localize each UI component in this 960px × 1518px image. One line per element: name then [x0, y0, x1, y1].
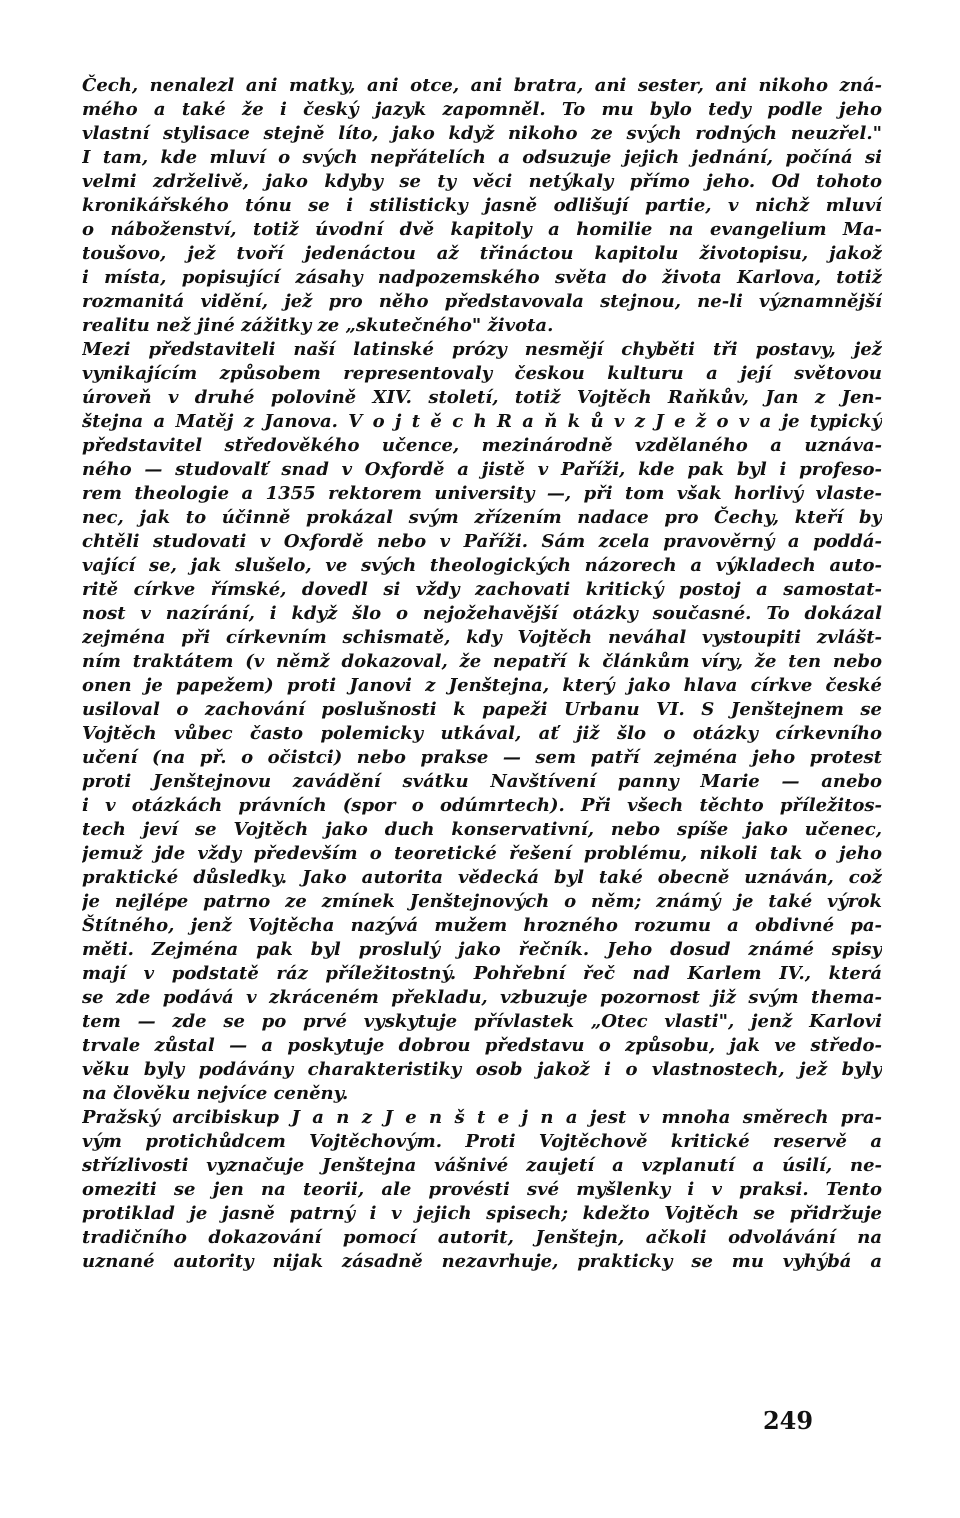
text-line: Vojtěch vůbec často polemicky utkával, ať již šlo o otázky církevního	[82, 723, 882, 744]
text-line: úroveň v druhé polovině XIV. století, totiž Vojtěch Raňkův, Jan z Jen-	[82, 387, 882, 408]
text-line: nec, jak to účinně prokázal svým zřízením nadace pro Čechy, kteří by	[82, 507, 882, 528]
text-line: o náboženství, totiž úvodní dvě kapitoly a homilie na evangelium Ma-	[82, 219, 882, 240]
text-line: se zde podává v zkráceném překladu, vzbuzuje pozornost již svým thema-	[82, 987, 882, 1008]
text-line: tradičního dokazování pomocí autorit, Jenštejn, ačkoli odvolávání na	[82, 1227, 882, 1248]
text-line: protiklad je jasně patrný i v jejich spisech; kdežto Vojtěch se přidržuje	[82, 1203, 882, 1224]
text-line: rozmanitá vidění, jež pro něho představovala stejnou, ne-li významnější	[82, 291, 882, 312]
text-line: rem theologie a 1355 rektorem university —, při tom však horlivý vlaste-	[82, 483, 882, 504]
text-line: štejna a Matěj z Janova. V o j t ě c h R a ň k ů v z J e ž o v a je typický	[82, 411, 882, 432]
text-line: Pražský arcibiskup J a n z J e n š t e j n a jest v mnoha směrech pra-	[82, 1107, 882, 1128]
page-number: 249	[762, 1406, 814, 1435]
text-line: vající se, jak slušelo, ve svých theologických názorech a výkladech auto-	[82, 555, 882, 576]
text-line: ním traktátem (v němž dokazoval, že nepatří k článkům víry, že ten nebo	[82, 651, 882, 672]
text-line: tech jeví se Vojtěch jako duch konservativní, nebo spíše jako učenec,	[82, 819, 882, 840]
text-line: velmi zdrželivě, jako kdyby se ty věci netýkaly přímo jeho. Od tohoto	[82, 171, 882, 192]
text-line: vlastní stylisace stejně líto, jako když nikoho ze svých rodných neuzřel."	[82, 123, 882, 144]
text-line: kronikářského tónu se i stilisticky jasně odlišují partie, v nichž mluví	[82, 195, 882, 216]
text-line: trvale zůstal — a poskytuje dobrou představu o způsobu, jak ve středo-	[82, 1035, 882, 1056]
text-line: zejména při církevním schismatě, kdy Vojtěch neváhal vystoupiti zvlášt-	[82, 627, 882, 648]
document-page	[82, 74, 882, 1274]
text-line: je nejlépe patrno ze zmínek Jenštejnových o něm; známý je také výrok	[82, 891, 882, 912]
text-line: Mezi představiteli naší latinské prózy nesmějí chyběti tři postavy, jež	[82, 339, 882, 360]
text-line: toušovo, jež tvoří jedenáctou až třináctou kapitolu životopisu, jakož	[82, 243, 882, 264]
text-line: I tam, kde mluví o svých nepřátelích a odsuzuje jejich jednání, počíná si	[82, 147, 882, 168]
text-line: i v otázkách právních (spor o odúmrtech). Při všech těchto příležitos-	[82, 795, 882, 816]
text-line: proti Jenštejnovu zavádění svátku Navštívení panny Marie — anebo	[82, 771, 882, 792]
text-line: omeziti se jen na teorii, ale provésti své myšlenky i v praksi. Tento	[82, 1179, 882, 1200]
text-line: i místa, popisující zásahy nadpozemského světa do života Karlova, totiž	[82, 267, 882, 288]
text-line: ného — studovalť snad v Oxfordě a jistě v Paříži, kde pak byl i profeso-	[82, 459, 882, 480]
text-line: uznané autority nijak zásadně nezavrhuje, prakticky se mu vyhýbá a	[82, 1251, 882, 1272]
text-line: jemuž jde vždy především o teoretické řešení problému, nikoli tak o jeho	[82, 843, 882, 864]
text-line: vým protichůdcem Vojtěchovým. Proti Vojtěchově kritické reservě a	[82, 1131, 882, 1152]
text-line: na člověku nejvíce ceněny.	[82, 1083, 349, 1104]
text-line: usiloval o zachování poslušnosti k papeži Urbanu VI. S Jenštejnem se	[82, 699, 882, 720]
text-line: nost v nazírání, i když šlo o nejožehavější otázky současné. To dokázal	[82, 603, 882, 624]
text-line: mého a také že i český jazyk zapomněl. To mu bylo tedy podle jeho	[82, 99, 882, 120]
text-line: ritě církve římské, dovedl si vždy zachovati kritický postoj a samostat-	[82, 579, 882, 600]
text-line: onen je papežem) proti Janovi z Jenštejna, který jako hlava církve české	[82, 675, 882, 696]
text-line: Čech, nenalezl ani matky, ani otce, ani bratra, ani sester, ani nikoho zná-	[82, 75, 882, 96]
text-line: vynikajícím způsobem representovaly českou kulturu a její světovou	[82, 363, 882, 384]
text-line: praktické důsledky. Jako autorita vědecká byl také obecně uznáván, což	[82, 867, 882, 888]
text-line: představitel středověkého učence, mezinárodně vzdělaného a uznáva-	[82, 435, 882, 456]
text-line: učení (na př. o očistci) nebo prakse — sem patří zejména jeho protest	[82, 747, 882, 768]
text-line: tem — zde se po prvé vyskytuje přívlastek „Otec vlasti", jenž Karlovi	[82, 1011, 882, 1032]
text-line: realitu než jiné zážitky ze „skutečného" života.	[82, 315, 554, 336]
text-line: věku byly podávány charakteristiky osob jakož i o vlastnostech, jež byly	[82, 1059, 882, 1080]
text-line: Štítného, jenž Vojtěcha nazývá mužem hrozného rozumu a obdivné pa-	[82, 915, 882, 936]
text-line: mají v podstatě ráz příležitostný. Pohřební řeč nad Karlem IV., která	[82, 963, 882, 984]
text-line: střízlivosti vyznačuje Jenštejna vášnivé zaujetí a vzplanutí a úsilí, ne-	[82, 1155, 882, 1176]
text-line: chtěli studovati v Oxfordě nebo v Paříži. Sám zcela pravověrný a poddá-	[82, 531, 882, 552]
text-line: měti. Zejména pak byl proslulý jako řečník. Jeho dosud známé spisy	[82, 939, 882, 960]
